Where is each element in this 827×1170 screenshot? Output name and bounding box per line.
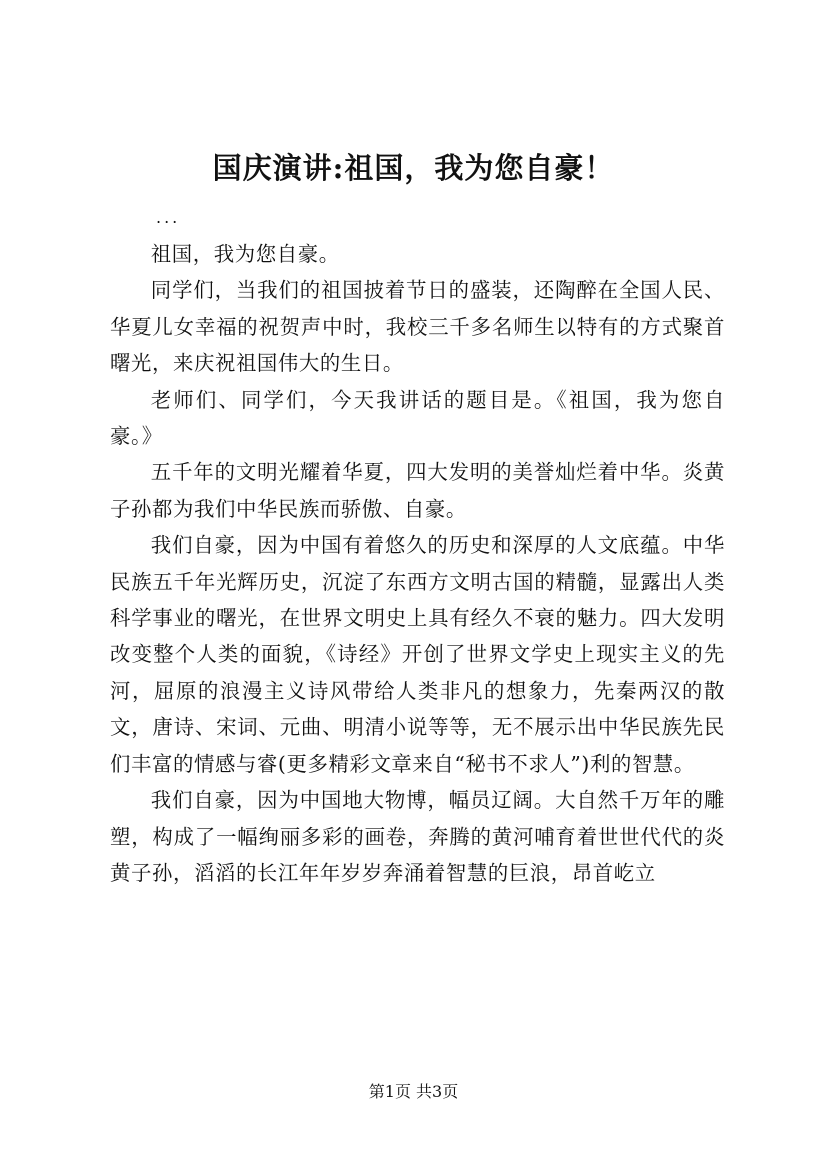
document-title: 国庆演讲:祖国，我为您自豪！ xyxy=(212,151,615,185)
paragraph: 五千年的文明光耀着华夏，四大发明的美誉灿烂着中华。炎黄子孙都为我们中华民族而骄傲、自豪。 xyxy=(110,460,725,521)
ellipsis-mark: ... xyxy=(156,208,181,227)
document-body xyxy=(110,236,725,891)
paragraph: 老师们、同学们，今天我讲话的题目是。《祖国，我为您自豪。》 xyxy=(110,387,725,449)
paragraph: 我们自豪，因为中国有着悠久的历史和深厚的人文底蕴。中华民族五千年光辉历史，沉淀了东西方文明古国的精髓，显露出人类科学事业的曙光，在世界文明史上具有经久不衰的魅力。四大发明改变整个人类的面貌，《诗经》开创了世界文学史上现实主义的先河，屈原的浪漫主义诗风带给人类非凡的想象力，先秦两汉的散文，唐诗、宋词、元曲、明清小说等等，无不展示出中华民族先民们丰富的情感与睿(更多精彩文章来自“秘书不求人”)利的智慧。 xyxy=(110,533,725,776)
paragraph: 我们自豪，因为中国地大物博，幅员辽阔。大自然千万年的雕塑，构成了一幅绚丽多彩的画卷，奔腾的黄河哺育着世世代代的炎黄子孙，滔滔的长江年年岁岁奔涌着智慧的巨浪，昂首屹立 xyxy=(110,788,725,885)
paragraph: 同学们，当我们的祖国披着节日的盛装，还陶醉在全国人民、华夏儿女幸福的祝贺声中时，我校三千多名师生以特有的方式聚首曙光，来庆祝祖国伟大的生日。 xyxy=(110,278,725,376)
page-footer: 第1页 共3页 xyxy=(368,1082,459,1101)
paragraph: 祖国，我为您自豪。 xyxy=(150,242,340,266)
